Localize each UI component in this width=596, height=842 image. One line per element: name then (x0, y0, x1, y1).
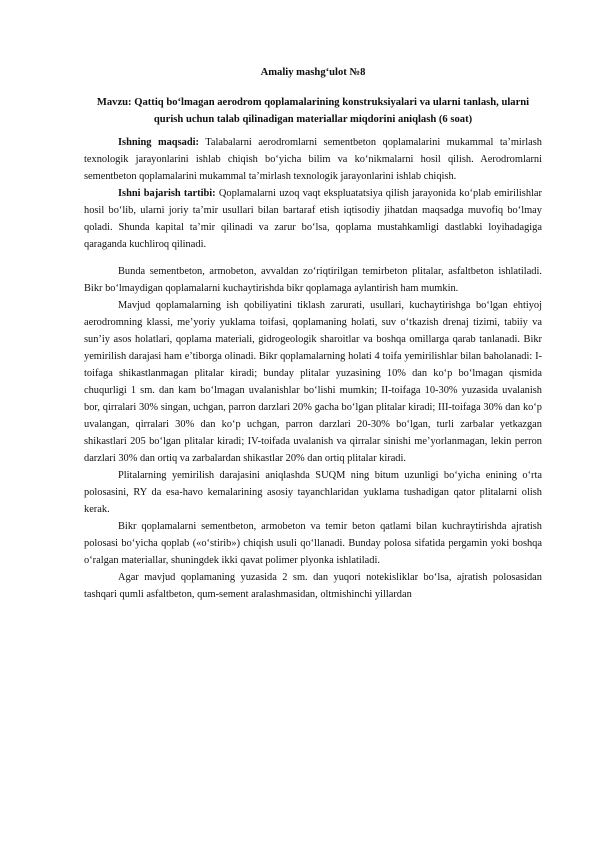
paragraph-goal (84, 134, 542, 185)
paragraph-damage-categories: Mavjud qoplamalarning ish qobiliyatini tiklash zarurati, usullari, kuchaytirishga bo‘lgan ehtiyoj aerodromning klassi, me’yoriy yuklama toifasi, qoplamaning holati, suv o‘tkazish drenaj tizimi, tabiiy va sun’iy asos holatlari, qoplama materiali, gidrogeologik sharoitlar va boshqa omillarga qarab tanlanadi. Bikr yemirilish darajasi ham e’tiborga olinadi. Bikr qoplamalarning holati 4 toifa yemirilishlar bilan baholanadi: I-toifaga shikastlanmagan plitalar kiradi; bunday plitalar yuzasining 10% dan ko‘p bo‘lmagan qismida chuqurligi 1 sm. dan kam bo‘lmagan uvalanishlar bo‘lishi mumkin; II-toifaga 10-30% yuzasida uvalanish bor, qirralari 30% singan, uchgan, parron darzlari 20% gacha bo‘lgan plitalar kiradi; III-toifaga 30% dan ko‘p uvalangan, qirralari 30% dan ko‘p uchgan, parron darzlari 20-30% bo‘lgan, turli zarbalar yetkazgan shikastlari 205 bo‘lgan plitalar kiradi; IV-toifada uvalanish va qirralar sinishi me’yorlanmagan, lekin perron darzlari 30% dan ortiq va zarbalardan shikastlar 20% dan ortiq plitalar kiradi. (84, 300, 542, 464)
paragraph-damage-assessment: Plitalarning yemirilish darajasini aniqlashda SUQM ning bitum uzunligi bo‘yicha enining o‘rta polosasini, RY da esa-havo kemalarining asosiy tayanchlaridan yuklama tushadigan qator plitalarni olish kerak. (84, 470, 542, 515)
page-title: Amaliy mashg‘ulot №8 (260, 67, 366, 78)
paragraph-text: Qoplamalarni uzoq vaqt ekspluatatsiya qilish jarayonida ko‘plab emirilishlar hosil bo‘lib, ularni joriy ta’mir usullari bilan bartaraf etish iqtisodiy jihatdan maqsadga muvofiq bo‘lmay qoladi. Shunda kapital ta’mir qilinadi va zarur bo‘lsa, qoplama mustahkamligi dastlabki loyihadagiga qaraganda kuchliroq qilinadi. (84, 188, 543, 250)
paragraph-unevenness: Agar mavjud qoplamaning yuzasida 2 sm. dan yuqori notekisliklar bo‘lsa, ajratish polosasidan tashqari qumli asfaltbeton, qum-sement aralashmasidan, oltmishinchi yillardan (84, 572, 542, 600)
topic-heading: Mavzu: Qattiq bo‘lmagan aerodrom qoplamalarining konstruksiyalari va ularni tanlash, ularni qurish uchun talab qilinadigan materiallar miqdorini aniqlash (6 soat) (96, 97, 530, 125)
paragraph-materials: Bunda sementbeton, armobeton, avvaldan zo‘riqtirilgan temirbeton plitalar, asfaltbeton ishlatiladi. Bikr bo‘lmaydigan qoplamalarni kuchaytirishda bikr qoplamaga aylantirish ham mumkin. (84, 266, 542, 294)
paragraph-procedure (84, 185, 542, 253)
paragraph-reinforcement: Bikr qoplamalarni sementbeton, armobeton va temir beton qatlami bilan kuchraytirishda ajratish polosasi bo‘yicha qoplab («o‘stirib») chiqish usuli qo‘llanadi. Bunday polosa sifatida pergamin yoki boshqa o‘ralgan materiallar, shuningdek ikki qavat polimer plyonka ishlatiladi. (84, 521, 542, 566)
paragraph-lead: Ishning maqsadi: (118, 137, 199, 148)
paragraph-text: Talabalarni aerodromlarni sementbeton qoplamalarini mukammal ta’mirlash texnologik jarayonlarini ishlab chiqish bo‘yicha bilim va ko‘nikmalarni hosil qilish. Aerodromlarni sementbeton qoplamalarini mukammal ta’mirlash texnologik jarayonlarini ishlab chiqish. (84, 137, 542, 182)
paragraph-lead: Ishni bajarish tartibi: (118, 188, 216, 199)
